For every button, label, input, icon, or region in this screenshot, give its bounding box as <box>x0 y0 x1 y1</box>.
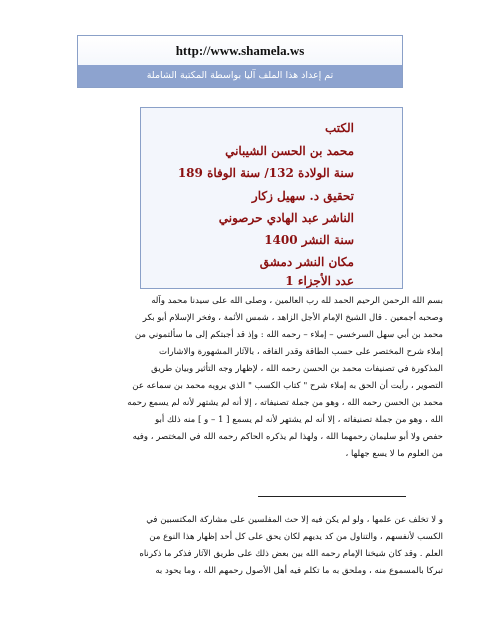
book-publisher: الناشر عبد الهادي حرصوني <box>218 211 354 225</box>
body-paragraph-1 <box>39 293 443 463</box>
text-line: و لا تخلف عن علمها ، ولو لم يكن فيه إلا حث المفلسين على مشاركة المكتسبين في <box>146 515 443 525</box>
book-author: محمد بن الحسن الشيباني <box>225 144 354 158</box>
banner-caption: تم إعداد هذا الملف آليا بواسطة المكتبة الشاملة <box>78 65 402 87</box>
text-line: العلم . وقد كان شيخنا الإمام رحمه الله بين بعض ذلك على طريق الآثار فذكر ما ذكرناه <box>139 549 443 559</box>
text-line: بسم الله الرحمن الرحيم الحمد لله رب العالمين ، وصلى الله على سيدنا محمد وآله <box>151 296 443 306</box>
text-line: المذكورة في تصنيفات محمد بن الحسن رحمه الله ، لإظهار وجه التأثير وبيان طريق <box>151 364 443 374</box>
text-line: حفص ولا أبو سليمان رحمهما الله ، ولهذا لم يذكره الحاكم رحمه الله في المختصر ، وفيه <box>132 432 443 442</box>
text-line: التصوير ، رأيت أن الحق به إملاء شرح " كتاب الكسب " الذي يرويه محمد بن سماعه عن <box>132 381 443 391</box>
body-paragraph-2 <box>39 512 443 580</box>
book-title: الكتب <box>324 121 354 135</box>
book-editor: تحقيق د. سهيل زكار <box>251 189 354 203</box>
text-line: الله ، وهو من جملة تصنيفاته ، إلا أنه لم يشتهر لأنه لم يسمع [ 1 – و ] منه ذلك أبو <box>155 415 443 425</box>
book-dates: سنة الولادة 132/ سنة الوفاة 189 <box>177 166 354 180</box>
book-publish-place: مكان النشر دمشق <box>259 255 354 269</box>
banner-url[interactable]: http://www.shamela.ws <box>175 43 305 58</box>
text-line: محمد بن الحسن رحمه الله ، وهو من جملة تصنيفاته ، إلا أنه لم يشتهر لأنه لم يسمع رحمه <box>127 398 443 408</box>
text-line: تبركا بالمسموع منه ، وملحق به ما تكلم فيه أهل الأصول رحمهم الله ، وما يحود به <box>155 566 443 576</box>
section-divider <box>258 496 406 497</box>
text-line: الكسب لأنفسهم ، والتناول من كد يديهم لكان يحق على كل أحد إظهار هذا النوع من <box>149 532 443 542</box>
text-line: محمد بن أبي سهل السرخسي – إملاء – رحمه الله : وإذ قد أجبتكم إلى ما سألتموني من <box>134 330 443 340</box>
text-line: إملاء شرح المختصر على حسب الطاقة وقدر الفاقه ، بالآثار المشهورة والاشارات <box>159 347 443 357</box>
shamela-banner <box>77 35 403 88</box>
book-publish-year: سنة النشر 1400 <box>264 233 354 247</box>
text-line: من العلوم ما لا يسع جهلها ، <box>345 449 443 459</box>
text-line: وصحبه أجمعين . قال الشيخ الإمام الأجل الزاهد ، شمس الأئمة ، وفخر الإسلام أبو بكر <box>142 313 443 323</box>
book-info-box <box>140 107 403 289</box>
book-volumes: عدد الأجزاء 1 <box>285 274 354 288</box>
